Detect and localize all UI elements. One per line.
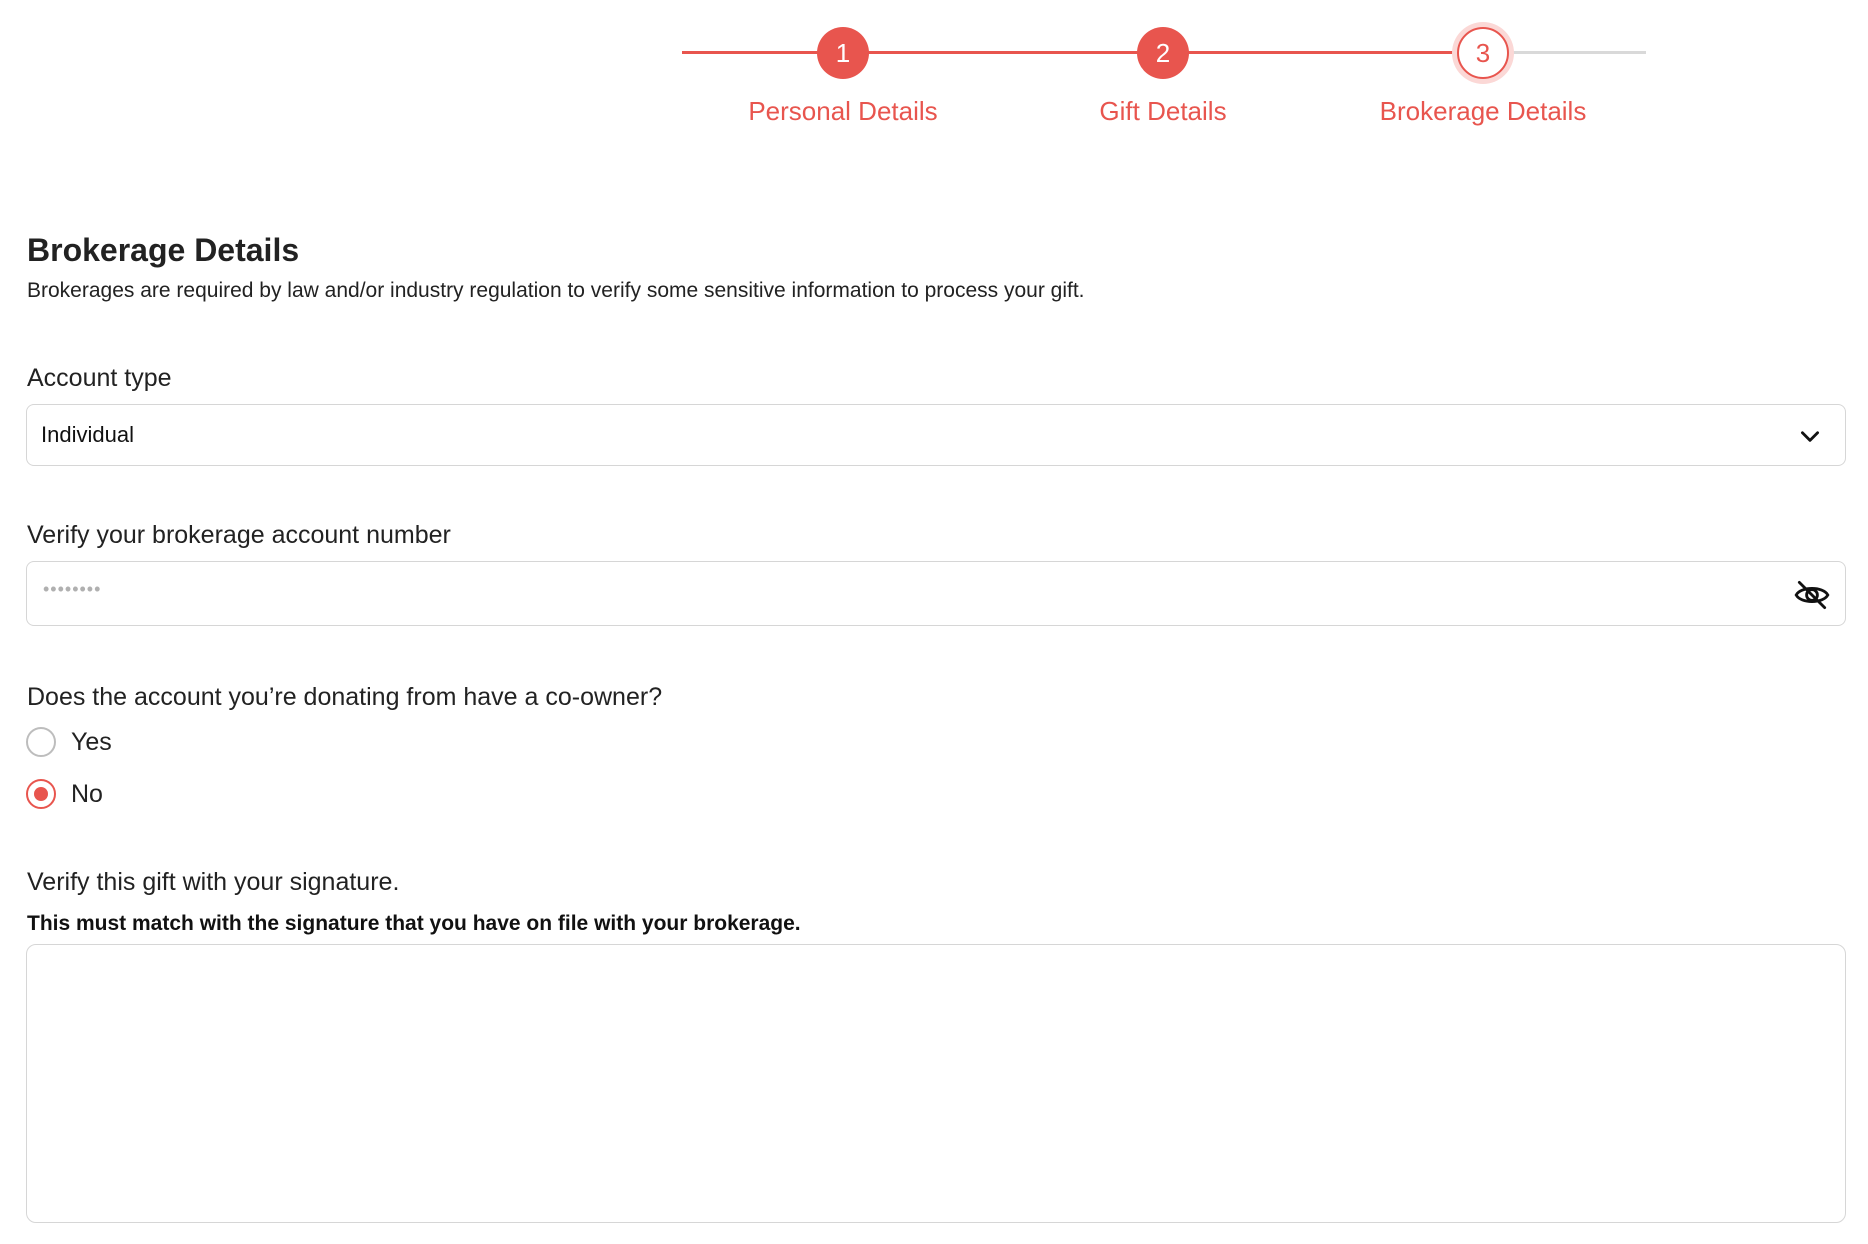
- stepper-track-complete: [682, 51, 1482, 54]
- step-2-label: Gift Details: [1099, 96, 1227, 126]
- account-number-input[interactable]: [26, 561, 1846, 626]
- signature-label: Verify this gift with your signature.: [27, 868, 400, 896]
- account-type-value: Individual: [41, 422, 134, 447]
- radio-yes[interactable]: [26, 727, 56, 757]
- step-3-label: Brokerage Details: [1379, 96, 1587, 126]
- account-number-label: Verify your brokerage account number: [27, 521, 451, 549]
- signature-note: This must match with the signature that you have on file with your brokerage.: [27, 912, 801, 935]
- eye-off-icon[interactable]: [1793, 576, 1831, 614]
- radio-yes-label[interactable]: Yes: [71, 727, 112, 756]
- co-owner-option-no[interactable]: [26, 779, 103, 809]
- progress-stepper: [0, 0, 1868, 140]
- radio-no-label[interactable]: No: [71, 779, 103, 808]
- section-subtitle: Brokerages are required by law and/or industry regulation to verify some sensitive information to process your gift.: [27, 279, 1085, 302]
- step-1-circle[interactable]: 1: [817, 27, 869, 79]
- chevron-down-icon: [1797, 423, 1823, 449]
- section-title: Brokerage Details: [27, 232, 300, 268]
- account-type-label: Account type: [27, 364, 172, 392]
- signature-pad[interactable]: [26, 944, 1846, 1223]
- account-type-select[interactable]: [26, 404, 1846, 466]
- account-number-masked-value: ••••••••: [43, 579, 102, 599]
- co-owner-question: Does the account you’re donating from have a co-owner?: [27, 683, 663, 711]
- radio-no[interactable]: [26, 779, 56, 809]
- step-3-circle: 3: [1457, 27, 1509, 79]
- co-owner-option-yes[interactable]: [26, 727, 112, 757]
- step-2-circle[interactable]: 2: [1137, 27, 1189, 79]
- step-1-label: Personal Details: [748, 96, 938, 126]
